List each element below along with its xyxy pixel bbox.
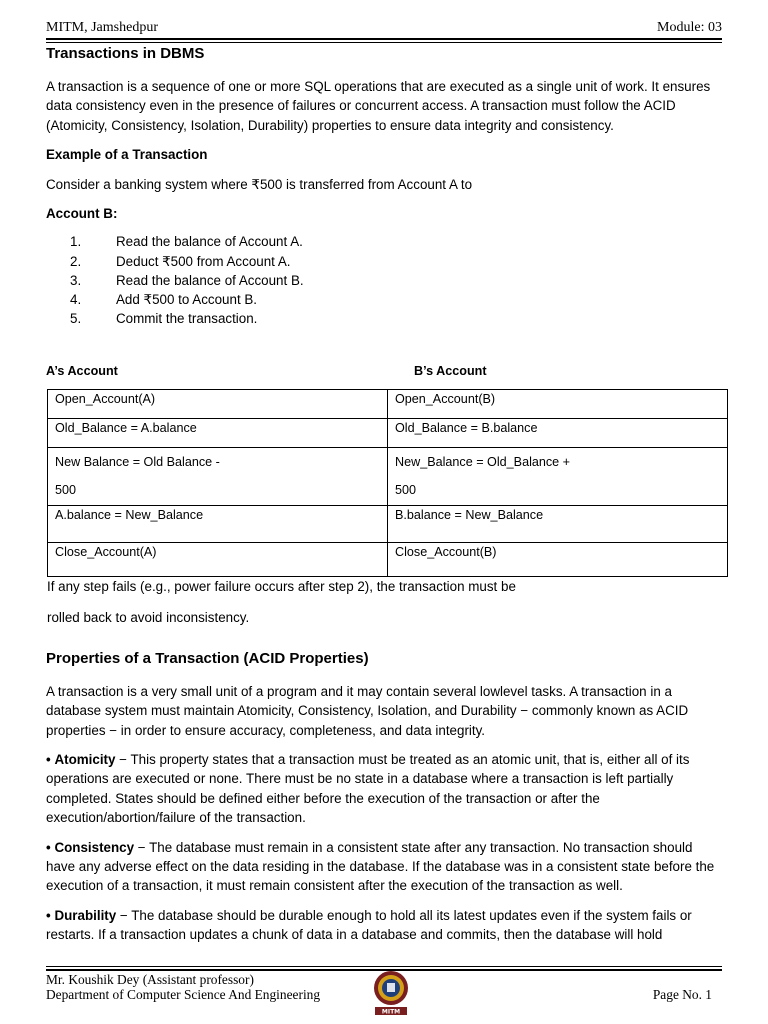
account-b-label: Account B: <box>46 206 118 222</box>
institute-logo-icon <box>371 970 411 1016</box>
property-consistency: • Consistency − The database must remain in a consistent state after any transaction. No transaction should have any adverse effect on the data residing in the database. If the database was in a consistent state before the execution of a transaction, it must remain consistent after the execution of the transaction as well. <box>46 839 715 894</box>
table-cell: New_Balance = Old_Balance + 500 <box>388 448 728 506</box>
header-rule-thick <box>46 38 722 40</box>
intro-paragraph: A transaction is a sequence of one or more SQL operations that are executed as a single unit of work. It ensures data consistency even in the presence of failures or concurrent access. A transaction must follow the ACID (Atomicity, Consistency, Isolation, Durability) properties to ensure data integrity and consistency. <box>46 79 711 133</box>
author-name: Mr. Koushik Dey (Assistant professor) <box>46 972 254 987</box>
table-row <box>48 543 728 577</box>
list-item: 5. Commit the transaction. <box>70 311 258 327</box>
table-cell: New Balance = Old Balance - 500 <box>48 448 388 506</box>
page-title: Transactions in DBMS <box>46 45 205 62</box>
accounts-table <box>47 389 728 577</box>
list-item: 3. Read the balance of Account B. <box>70 272 304 288</box>
module-number: Module: 03 <box>657 20 722 35</box>
account-b-heading: B’s Account <box>414 364 487 379</box>
acid-intro-paragraph: A transaction is a very small unit of a program and it may contain several lowlevel tasks. A transaction in a database system must maintain Atomicity, Consistency, Isolation, and Durability − commonly known as ACID properties − in order to ensure accuracy, completeness, and data integrity. <box>46 683 689 738</box>
logo-label: MITM <box>381 1008 401 1016</box>
failure-note-line-1: If any step fails (e.g., power failure occurs after step 2), the transaction must be <box>47 579 516 595</box>
table-cell: Old_Balance = A.balance <box>48 419 388 448</box>
property-atomicity: • Atomicity − This property states that a transaction must be treated as an atomic unit, that is, either all of its operations are executed or none. There must be no state in a database where a transaction is left partially completed. States should be defined either before the execution of the transaction or after the execution/abortion/failure of the transaction. <box>46 751 690 826</box>
property-durability: • Durability − The database should be durable enough to hold all its latest updates even if the system fails or restarts. If a transaction updates a chunk of data in a database and commits, then the database will hold <box>46 907 692 943</box>
table-cell: Old_Balance = B.balance <box>388 419 728 448</box>
table-cell: B.balance = New_Balance <box>388 506 728 543</box>
account-headings <box>46 362 722 380</box>
table-cell: Open_Account(A) <box>48 390 388 419</box>
list-item: 2. Deduct ₹500 from Account A. <box>70 253 291 269</box>
example-heading: Example of a Transaction <box>46 147 208 163</box>
table-cell: Close_Account(B) <box>388 543 728 577</box>
table-row <box>48 390 728 419</box>
table-cell: Open_Account(B) <box>388 390 728 419</box>
acid-heading: Properties of a Transaction (ACID Properties) <box>46 650 369 668</box>
list-item: 4. Add ₹500 to Account B. <box>70 292 258 308</box>
institute-name: MITM, Jamshedpur <box>46 20 158 35</box>
failure-note-line-2: rolled back to avoid inconsistency. <box>47 609 250 625</box>
footer-rule-thin <box>46 966 722 967</box>
table-row <box>48 419 728 448</box>
transaction-steps-list <box>46 232 722 328</box>
account-a-heading: A’s Account <box>46 364 118 379</box>
table-row <box>48 448 728 506</box>
page-number: Page No. 1 <box>652 987 712 1002</box>
table-cell: A.balance = New_Balance <box>48 506 388 543</box>
document-body <box>46 44 722 945</box>
department-name: Department of Computer Science And Engineering <box>46 987 321 1002</box>
header-rule-thin <box>46 42 722 43</box>
list-item: 1. Read the balance of Account A. <box>70 234 303 250</box>
example-description: Consider a banking system where ₹500 is transferred from Account A to <box>46 176 473 192</box>
table-row <box>48 506 728 543</box>
table-cell: Close_Account(A) <box>48 543 388 577</box>
page-header <box>46 20 722 38</box>
